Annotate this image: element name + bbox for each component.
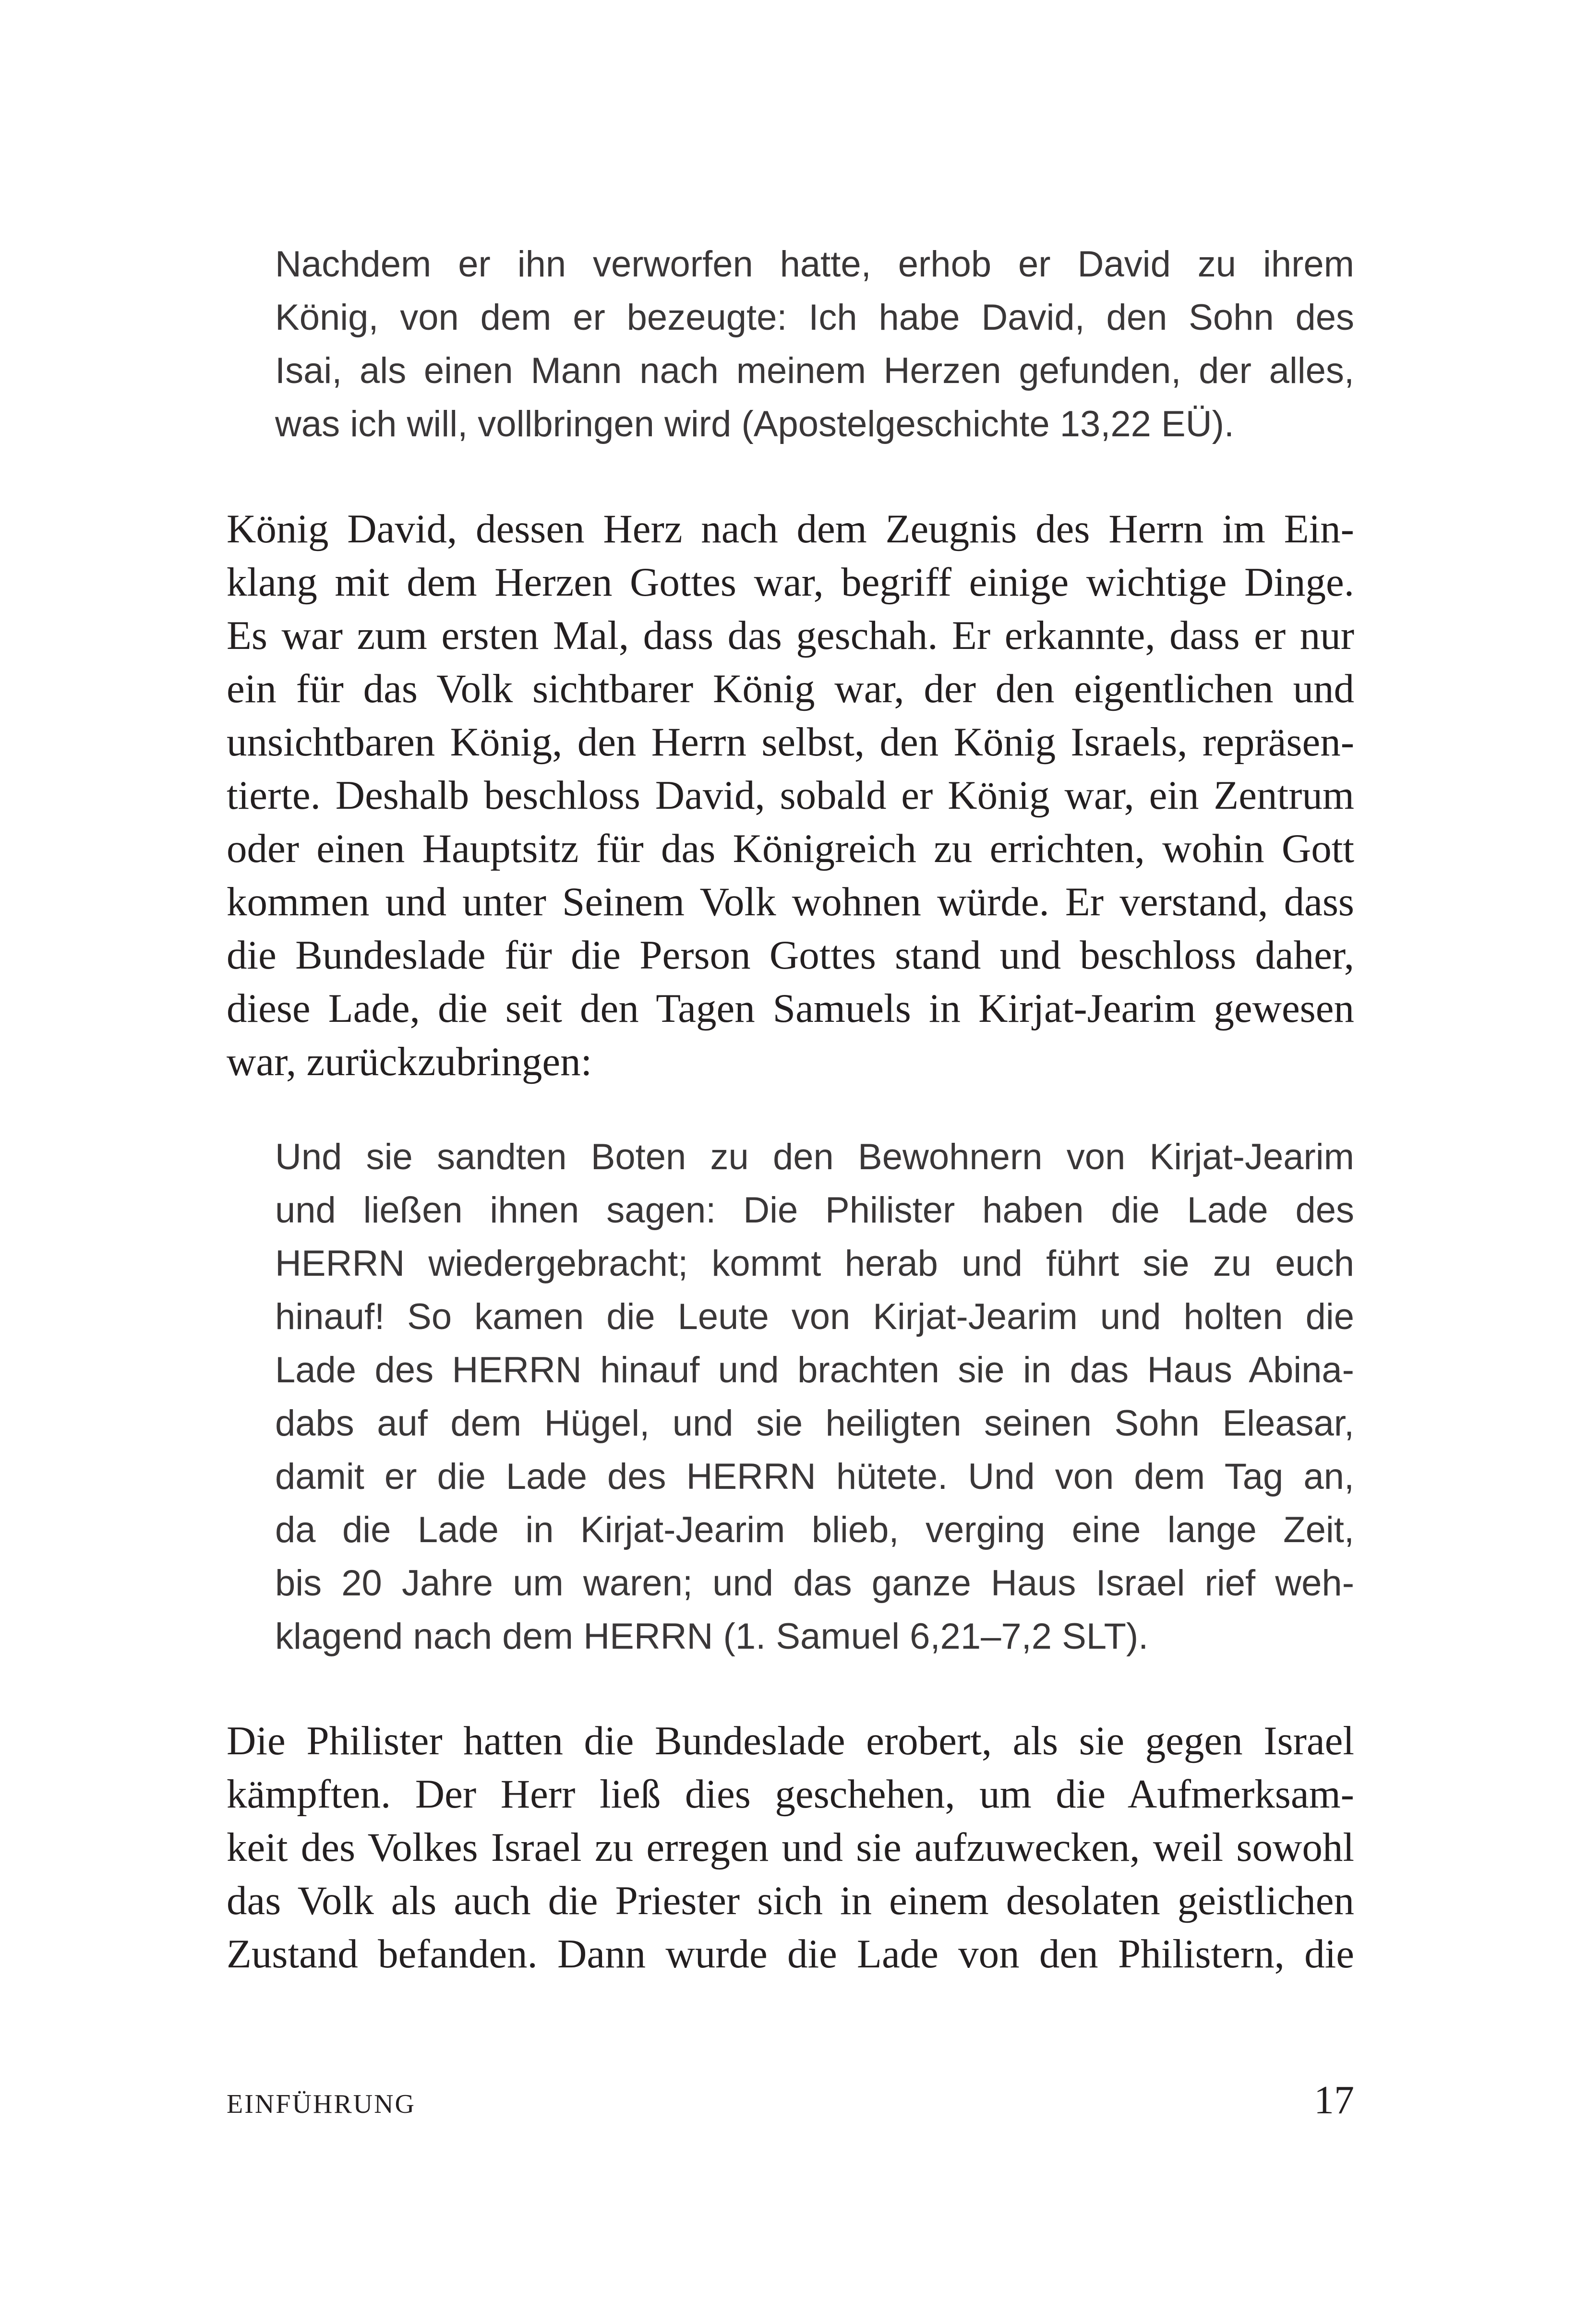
- quote-line: Isai, als einen Mann nach meinem Herzen gefunden, der alles,: [275, 350, 1354, 391]
- block-quote-acts: [275, 238, 1354, 451]
- paragraph-line: König David, dessen Herz nach dem Zeugnis des Herrn im Ein-: [227, 506, 1354, 551]
- paragraph-line: unsichtbaren König, den Herrn selbst, den König Israels, repräsen-: [227, 719, 1354, 765]
- quote-line: bis 20 Jahre um waren; und das ganze Haus Israel rief weh-: [275, 1563, 1354, 1604]
- paragraph-line: die Bundeslade für die Person Gottes stand und beschloss daher,: [227, 933, 1354, 978]
- quote-line: klagend nach dem HERRN (1. Samuel 6,21–7,2 SLT).: [275, 1616, 1149, 1657]
- running-footer-section: EINFÜHRUNG: [227, 2089, 416, 2119]
- paragraph-line: Die Philister hatten die Bundeslade erobert, als sie gegen Israel: [227, 1718, 1354, 1763]
- page-number: 17: [1314, 2078, 1354, 2122]
- paragraph-line: das Volk als auch die Priester sich in einem desolaten geistlichen: [227, 1878, 1354, 1923]
- quote-line: Lade des HERRN hinauf und brachten sie in das Haus Abina-: [275, 1350, 1354, 1390]
- quote-line: hinauf! So kamen die Leute von Kirjat-Jearim und holten die: [275, 1296, 1354, 1337]
- block-quote-samuel: [275, 1130, 1354, 1663]
- quote-line: und ließen ihnen sagen: Die Philister haben die Lade des: [275, 1190, 1354, 1231]
- paragraph-line: oder einen Hauptsitz für das Königreich zu errichten, wohin Gott: [227, 826, 1354, 871]
- quote-line: König, von dem er bezeugte: Ich habe David, den Sohn des: [275, 297, 1354, 338]
- quote-line: damit er die Lade des HERRN hütete. Und von dem Tag an,: [275, 1456, 1354, 1497]
- paragraph-line: war, zurückzubringen:: [227, 1039, 592, 1084]
- paragraph-king-david: [227, 503, 1354, 1089]
- paragraph-line: Es war zum ersten Mal, dass das geschah. Er erkannte, dass er nur: [227, 613, 1354, 658]
- paragraph-line: Zustand befanden. Dann wurde die Lade von den Philistern, die: [227, 1931, 1354, 1977]
- paragraph-line: tierte. Deshalb beschloss David, sobald er König war, ein Zentrum: [227, 773, 1354, 818]
- quote-line: was ich will, vollbringen wird (Apostelgeschichte 13,22 EÜ).: [275, 404, 1235, 444]
- paragraph-line: diese Lade, die seit den Tagen Samuels in Kirjat-Jearim gewesen: [227, 986, 1354, 1031]
- quote-line: Nachdem er ihn verworfen hatte, erhob er David zu ihrem: [275, 244, 1354, 285]
- quote-line: da die Lade in Kirjat-Jearim blieb, verging eine lange Zeit,: [275, 1509, 1354, 1550]
- paragraph-line: ein für das Volk sichtbarer König war, der den eigentlichen und: [227, 666, 1354, 711]
- paragraph-line: kämpften. Der Herr ließ dies geschehen, um die Aufmerksam-: [227, 1772, 1354, 1817]
- paragraph-line: keit des Volkes Israel zu erregen und sie aufzuwecken, weil sowohl: [227, 1825, 1354, 1870]
- paragraph-philistines: [227, 1714, 1354, 1981]
- paragraph-line: klang mit dem Herzen Gottes war, begriff einige wichtige Dinge.: [227, 560, 1354, 605]
- quote-line: Und sie sandten Boten zu den Bewohnern von Kirjat-Jearim: [275, 1137, 1354, 1177]
- paragraph-line: kommen und unter Seinem Volk wohnen würde. Er verstand, dass: [227, 879, 1354, 924]
- quote-line: HERRN wiedergebracht; kommt herab und führt sie zu euch: [275, 1243, 1354, 1284]
- quote-line: dabs auf dem Hügel, und sie heiligten seinen Sohn Eleasar,: [275, 1403, 1354, 1444]
